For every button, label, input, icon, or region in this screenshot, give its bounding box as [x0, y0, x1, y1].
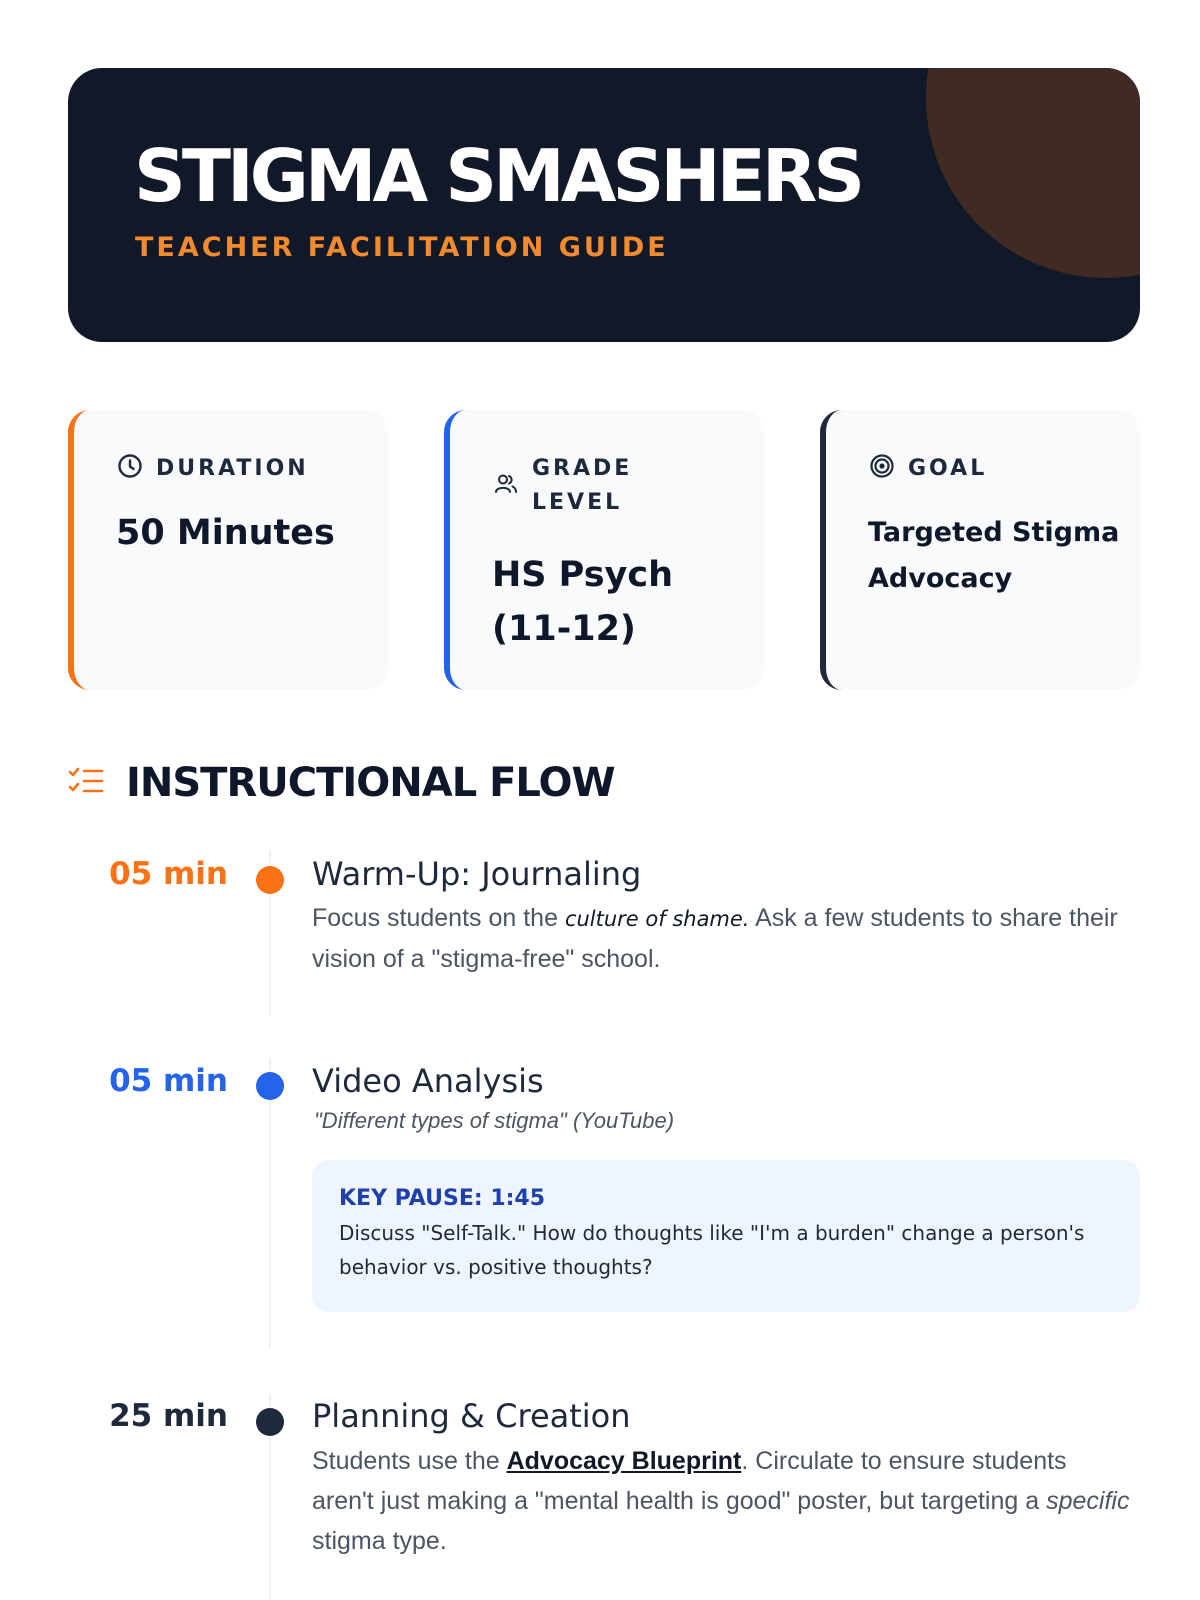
stat-label: GRADE LEVEL: [532, 456, 633, 515]
stat-label: DURATION: [156, 456, 309, 481]
stat-value: HS Psych (11-12): [492, 555, 674, 649]
decorative-circle: [926, 68, 1140, 278]
page-title: STIGMA SMASHERS: [134, 134, 862, 218]
step-time: 05 min: [109, 856, 228, 892]
checklist-icon: [68, 766, 104, 800]
callout-label: KEY PAUSE: 1:45: [339, 1186, 546, 1211]
step-dot: [256, 1072, 284, 1100]
hero-banner: [68, 68, 1140, 342]
stat-card-grade-level: [444, 410, 764, 690]
users-icon: [492, 470, 520, 498]
clock-icon: [116, 452, 144, 480]
stat-label: GOAL: [908, 456, 988, 481]
step-title: Planning & Creation: [312, 1397, 631, 1435]
target-icon: [868, 452, 896, 480]
section-header: [68, 760, 615, 806]
page-subtitle: TEACHER FACILITATION GUIDE: [135, 232, 669, 263]
step-title: Warm-Up: Journaling: [312, 855, 642, 893]
key-pause-callout: [312, 1160, 1140, 1312]
step-dot: [256, 1408, 284, 1436]
stat-value: 50 Minutes: [116, 513, 335, 553]
timeline-line: [269, 1058, 271, 1348]
video-source: "Different types of stigma" (YouTube): [314, 1108, 675, 1133]
stat-card-goal: [820, 410, 1140, 690]
callout-text: Discuss "Self-Talk." How do thoughts like "I'm a burden" change a person's behavior vs. positive thoughts?: [339, 1221, 1085, 1279]
step-description: Students use the Advocacy Blueprint. Circulate to ensure students aren't just making a "mental health is good" poster, but targeting a specific stigma type.: [312, 1447, 1130, 1555]
step-time: 25 min: [109, 1398, 228, 1434]
step-dot: [256, 866, 284, 894]
step-description: Focus students on the culture of shame. Ask a few students to share their vision of a "stigma-free" school.: [312, 904, 1118, 973]
advocacy-blueprint-link[interactable]: Advocacy Blueprint: [506, 1447, 742, 1475]
step-time: 05 min: [109, 1063, 228, 1099]
stat-card-duration: [68, 410, 388, 690]
step-title: Video Analysis: [312, 1062, 544, 1100]
stat-value: Targeted Stigma Advocacy: [868, 517, 1120, 594]
section-title: INSTRUCTIONAL FLOW: [126, 760, 615, 806]
